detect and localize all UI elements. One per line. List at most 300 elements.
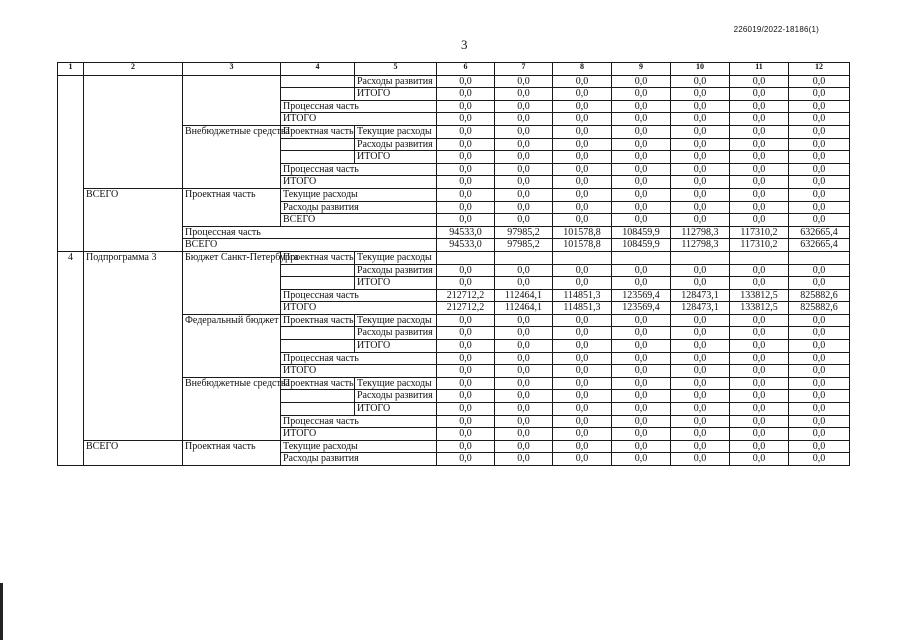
table-row xyxy=(58,390,850,403)
value-cell: 123569,4 xyxy=(612,302,671,315)
value-cell: 0,0 xyxy=(553,138,612,151)
value-cell: 0,0 xyxy=(730,176,789,189)
value-cell: 0,0 xyxy=(437,138,495,151)
value-cell: 0,0 xyxy=(437,113,495,126)
value-cell: 0,0 xyxy=(437,340,495,353)
table-cell xyxy=(58,176,84,189)
table-row xyxy=(58,201,850,214)
table-cell xyxy=(183,100,281,113)
value-cell: 0,0 xyxy=(612,214,671,227)
table-cell xyxy=(58,390,84,403)
table-cell xyxy=(84,390,183,403)
table-cell xyxy=(84,113,183,126)
table-cell xyxy=(58,314,84,327)
table-cell xyxy=(84,214,183,227)
value-cell: 0,0 xyxy=(671,214,730,227)
table-cell: Федеральный бюджет xyxy=(183,314,281,327)
table-cell: ИТОГО xyxy=(355,151,437,164)
value-cell: 0,0 xyxy=(553,214,612,227)
table-cell xyxy=(183,138,281,151)
value-cell: 0,0 xyxy=(789,125,850,138)
table-cell xyxy=(58,188,84,201)
table-cell xyxy=(183,403,281,416)
table-cell xyxy=(281,88,355,101)
table-cell: Расходы развития xyxy=(281,201,437,214)
value-cell: 0,0 xyxy=(671,163,730,176)
table-cell xyxy=(183,302,281,315)
value-cell: 825882,6 xyxy=(789,302,850,315)
value-cell: 0,0 xyxy=(612,453,671,466)
value-cell: 0,0 xyxy=(495,340,553,353)
value-cell: 0,0 xyxy=(730,365,789,378)
value-cell: 0,0 xyxy=(495,113,553,126)
table-cell: Подпрограмма 3 xyxy=(84,251,183,264)
value-cell: 0,0 xyxy=(612,138,671,151)
table-row xyxy=(58,352,850,365)
document-id: 226019/2022-18186(1) xyxy=(733,25,819,34)
table-cell xyxy=(58,377,84,390)
value-cell: 0,0 xyxy=(730,264,789,277)
value-cell: 112798,3 xyxy=(671,226,730,239)
value-cell: 0,0 xyxy=(495,277,553,290)
value-cell: 0,0 xyxy=(671,327,730,340)
table-row xyxy=(58,113,850,126)
value-cell: 0,0 xyxy=(730,415,789,428)
value-cell: 0,0 xyxy=(495,88,553,101)
table-row xyxy=(58,75,850,88)
table-cell: Проектная часть xyxy=(281,377,355,390)
table-cell xyxy=(84,277,183,290)
table-cell xyxy=(58,352,84,365)
table-cell xyxy=(183,163,281,176)
value-cell: 0,0 xyxy=(612,415,671,428)
value-cell: 0,0 xyxy=(495,264,553,277)
value-cell: 0,0 xyxy=(789,188,850,201)
table-cell xyxy=(58,428,84,441)
value-cell: 0,0 xyxy=(437,214,495,227)
value-cell: 101578,8 xyxy=(553,239,612,252)
header-cell: 6 xyxy=(437,63,495,76)
value-cell: 0,0 xyxy=(612,377,671,390)
table-cell: ИТОГО xyxy=(355,403,437,416)
value-cell: 0,0 xyxy=(495,138,553,151)
value-cell: 0,0 xyxy=(671,428,730,441)
table-cell xyxy=(58,365,84,378)
header-cell: 5 xyxy=(355,63,437,76)
value-cell: 0,0 xyxy=(437,176,495,189)
table-cell: ВСЕГО xyxy=(281,214,437,227)
value-cell: 0,0 xyxy=(495,214,553,227)
table-cell xyxy=(84,138,183,151)
table-cell xyxy=(281,138,355,151)
header-cell: 4 xyxy=(281,63,355,76)
table-cell xyxy=(58,415,84,428)
value-cell: 0,0 xyxy=(553,264,612,277)
header-cell: 11 xyxy=(730,63,789,76)
table-cell: ВСЕГО xyxy=(183,239,437,252)
value-cell: 0,0 xyxy=(553,377,612,390)
value-cell: 0,0 xyxy=(612,277,671,290)
table-cell xyxy=(84,302,183,315)
table-cell xyxy=(183,277,281,290)
value-cell: 0,0 xyxy=(671,390,730,403)
table-cell xyxy=(281,403,355,416)
value-cell: 0,0 xyxy=(495,151,553,164)
value-cell: 101578,8 xyxy=(553,226,612,239)
table-cell: ИТОГО xyxy=(355,88,437,101)
table-cell xyxy=(84,289,183,302)
value-cell: 133812,5 xyxy=(730,289,789,302)
table-cell xyxy=(183,289,281,302)
value-cell: 0,0 xyxy=(437,440,495,453)
value-cell: 0,0 xyxy=(437,188,495,201)
value-cell: 108459,9 xyxy=(612,226,671,239)
table-cell: Расходы развития xyxy=(355,138,437,151)
value-cell: 117310,2 xyxy=(730,226,789,239)
value-cell: 0,0 xyxy=(553,390,612,403)
table-cell: ИТОГО xyxy=(281,113,437,126)
table-cell xyxy=(84,314,183,327)
table-cell: Проектная часть xyxy=(281,251,355,264)
table-row xyxy=(58,226,850,239)
value-cell: 0,0 xyxy=(730,314,789,327)
table-cell: ИТОГО xyxy=(281,176,437,189)
value-cell: 0,0 xyxy=(437,201,495,214)
table-cell: Расходы развития xyxy=(355,327,437,340)
table-row xyxy=(58,188,850,201)
value-cell: 0,0 xyxy=(789,138,850,151)
table-row xyxy=(58,403,850,416)
value-cell: 0,0 xyxy=(437,314,495,327)
table-cell: Текущие расходы xyxy=(355,377,437,390)
value-cell: 0,0 xyxy=(789,365,850,378)
table-row xyxy=(58,302,850,315)
value-cell: 0,0 xyxy=(671,264,730,277)
value-cell: 97985,2 xyxy=(495,239,553,252)
table-row xyxy=(58,453,850,466)
value-cell: 0,0 xyxy=(730,327,789,340)
value-cell: 0,0 xyxy=(730,88,789,101)
value-cell: 0,0 xyxy=(671,75,730,88)
value-cell: 0,0 xyxy=(553,163,612,176)
value-cell: 0,0 xyxy=(730,163,789,176)
table-cell: ИТОГО xyxy=(281,302,437,315)
table-cell: Процессная часть xyxy=(281,352,437,365)
value-cell: 0,0 xyxy=(612,163,671,176)
value-cell: 0,0 xyxy=(437,88,495,101)
value-cell: 0,0 xyxy=(612,176,671,189)
value-cell: 0,0 xyxy=(437,100,495,113)
value-cell: 0,0 xyxy=(553,201,612,214)
table-cell xyxy=(183,75,281,88)
table-cell: Текущие расходы xyxy=(355,314,437,327)
table-cell xyxy=(84,125,183,138)
value-cell: 0,0 xyxy=(553,415,612,428)
header-cell: 2 xyxy=(84,63,183,76)
value-cell: 0,0 xyxy=(612,188,671,201)
table-cell: ИТОГО xyxy=(281,365,437,378)
value-cell: 128473,1 xyxy=(671,302,730,315)
value-cell: 0,0 xyxy=(495,327,553,340)
value-cell: 0,0 xyxy=(671,188,730,201)
value-cell: 112464,1 xyxy=(495,289,553,302)
value-cell: 0,0 xyxy=(612,201,671,214)
table-cell xyxy=(84,226,183,239)
value-cell: 0,0 xyxy=(495,100,553,113)
value-cell: 0,0 xyxy=(437,453,495,466)
value-cell: 0,0 xyxy=(495,201,553,214)
value-cell: 0,0 xyxy=(553,125,612,138)
value-cell: 825882,6 xyxy=(789,289,850,302)
value-cell: 0,0 xyxy=(495,403,553,416)
value-cell: 0,0 xyxy=(612,264,671,277)
table-cell xyxy=(183,214,281,227)
value-cell: 0,0 xyxy=(612,428,671,441)
table-cell xyxy=(58,302,84,315)
table-cell: Проектная часть xyxy=(281,125,355,138)
value-cell: 0,0 xyxy=(553,88,612,101)
page-number: 3 xyxy=(461,37,468,52)
value-cell: 0,0 xyxy=(437,352,495,365)
value-cell xyxy=(671,251,730,264)
value-cell: 0,0 xyxy=(789,100,850,113)
value-cell: 0,0 xyxy=(789,277,850,290)
value-cell: 0,0 xyxy=(789,390,850,403)
value-cell: 0,0 xyxy=(789,264,850,277)
value-cell: 0,0 xyxy=(495,377,553,390)
table-cell xyxy=(84,415,183,428)
table-cell xyxy=(58,88,84,101)
table-cell xyxy=(84,100,183,113)
table-cell xyxy=(183,352,281,365)
value-cell: 0,0 xyxy=(553,340,612,353)
table-cell xyxy=(183,176,281,189)
table-cell: Бюджет Санкт-Петербурга xyxy=(183,251,281,264)
value-cell: 0,0 xyxy=(612,75,671,88)
value-cell: 0,0 xyxy=(789,151,850,164)
value-cell: 0,0 xyxy=(612,365,671,378)
value-cell xyxy=(495,251,553,264)
value-cell: 123569,4 xyxy=(612,289,671,302)
value-cell: 0,0 xyxy=(437,125,495,138)
header-cell: 7 xyxy=(495,63,553,76)
table-cell xyxy=(58,289,84,302)
value-cell: 0,0 xyxy=(437,377,495,390)
value-cell: 0,0 xyxy=(553,352,612,365)
table-cell: Текущие расходы xyxy=(355,125,437,138)
table-cell xyxy=(281,264,355,277)
table-cell xyxy=(281,151,355,164)
table-cell: Текущие расходы xyxy=(355,251,437,264)
table-cell xyxy=(58,75,84,88)
value-cell: 0,0 xyxy=(671,88,730,101)
table-cell xyxy=(183,415,281,428)
value-cell: 0,0 xyxy=(730,403,789,416)
table-cell: Процессная часть xyxy=(281,289,437,302)
header-cell: 1 xyxy=(58,63,84,76)
value-cell: 0,0 xyxy=(730,428,789,441)
value-cell: 0,0 xyxy=(437,327,495,340)
value-cell: 0,0 xyxy=(553,151,612,164)
value-cell: 0,0 xyxy=(671,377,730,390)
table-cell xyxy=(183,88,281,101)
value-cell: 0,0 xyxy=(553,176,612,189)
value-cell xyxy=(612,251,671,264)
value-cell: 0,0 xyxy=(671,201,730,214)
value-cell: 0,0 xyxy=(730,453,789,466)
table-cell: Текущие расходы xyxy=(281,440,437,453)
value-cell: 0,0 xyxy=(495,75,553,88)
value-cell: 114851,3 xyxy=(553,289,612,302)
value-cell: 0,0 xyxy=(553,428,612,441)
table-cell xyxy=(84,453,183,466)
table-row xyxy=(58,440,850,453)
value-cell: 0,0 xyxy=(789,327,850,340)
value-cell: 133812,5 xyxy=(730,302,789,315)
value-cell: 0,0 xyxy=(671,151,730,164)
value-cell: 0,0 xyxy=(437,428,495,441)
table-row xyxy=(58,138,850,151)
value-cell: 94533,0 xyxy=(437,226,495,239)
table-cell xyxy=(84,176,183,189)
table-row xyxy=(58,314,850,327)
value-cell: 0,0 xyxy=(553,277,612,290)
value-cell: 0,0 xyxy=(495,125,553,138)
value-cell: 0,0 xyxy=(553,453,612,466)
table-cell xyxy=(281,390,355,403)
value-cell: 0,0 xyxy=(671,125,730,138)
value-cell: 632665,4 xyxy=(789,239,850,252)
table-cell: Текущие расходы xyxy=(281,188,437,201)
table-cell xyxy=(281,277,355,290)
table-cell: Внебюджетные средства xyxy=(183,125,281,138)
value-cell: 0,0 xyxy=(612,440,671,453)
table-cell xyxy=(58,264,84,277)
value-cell: 0,0 xyxy=(437,151,495,164)
table-row xyxy=(58,264,850,277)
value-cell: 0,0 xyxy=(495,314,553,327)
value-cell: 0,0 xyxy=(553,440,612,453)
table-row xyxy=(58,289,850,302)
value-cell: 212712,2 xyxy=(437,289,495,302)
table-cell: ВСЕГО xyxy=(84,188,183,201)
value-cell: 117310,2 xyxy=(730,239,789,252)
table-cell xyxy=(58,453,84,466)
table-cell xyxy=(84,327,183,340)
table-cell xyxy=(58,163,84,176)
value-cell: 0,0 xyxy=(612,403,671,416)
value-cell xyxy=(789,251,850,264)
table-row xyxy=(58,239,850,252)
value-cell: 0,0 xyxy=(495,365,553,378)
table-cell xyxy=(84,163,183,176)
value-cell: 0,0 xyxy=(789,403,850,416)
table-cell: Процессная часть xyxy=(281,100,437,113)
value-cell: 0,0 xyxy=(612,390,671,403)
value-cell: 0,0 xyxy=(730,138,789,151)
table-row xyxy=(58,214,850,227)
value-cell: 0,0 xyxy=(437,365,495,378)
value-cell: 0,0 xyxy=(437,415,495,428)
value-cell: 97985,2 xyxy=(495,226,553,239)
header-cell: 3 xyxy=(183,63,281,76)
value-cell: 0,0 xyxy=(730,277,789,290)
table-row xyxy=(58,125,850,138)
scan-edge xyxy=(0,583,3,640)
header-cell: 8 xyxy=(553,63,612,76)
table-row xyxy=(58,428,850,441)
table-row xyxy=(58,327,850,340)
value-cell: 0,0 xyxy=(789,201,850,214)
table-cell xyxy=(183,151,281,164)
table-cell xyxy=(84,151,183,164)
table-cell xyxy=(84,264,183,277)
table-cell xyxy=(183,264,281,277)
value-cell: 0,0 xyxy=(671,403,730,416)
table-cell: 4 xyxy=(58,251,84,264)
value-cell: 0,0 xyxy=(730,125,789,138)
value-cell: 0,0 xyxy=(789,340,850,353)
value-cell: 114851,3 xyxy=(553,302,612,315)
table-cell xyxy=(58,138,84,151)
table-cell: Проектная часть xyxy=(183,188,281,201)
value-cell: 112464,1 xyxy=(495,302,553,315)
value-cell: 0,0 xyxy=(730,340,789,353)
value-cell: 0,0 xyxy=(495,352,553,365)
table-cell: Расходы развития xyxy=(355,264,437,277)
header-cell: 10 xyxy=(671,63,730,76)
table-cell xyxy=(58,239,84,252)
value-cell: 0,0 xyxy=(495,440,553,453)
value-cell: 0,0 xyxy=(612,314,671,327)
table-row xyxy=(58,100,850,113)
value-cell: 0,0 xyxy=(437,277,495,290)
table-cell: Проектная часть xyxy=(281,314,355,327)
table-cell xyxy=(58,125,84,138)
table-cell xyxy=(84,201,183,214)
table-row xyxy=(58,163,850,176)
value-cell: 0,0 xyxy=(437,264,495,277)
value-cell: 0,0 xyxy=(671,352,730,365)
table-cell xyxy=(183,113,281,126)
value-cell: 0,0 xyxy=(553,403,612,416)
value-cell: 0,0 xyxy=(495,428,553,441)
value-cell: 0,0 xyxy=(612,352,671,365)
value-cell: 0,0 xyxy=(789,88,850,101)
table-cell xyxy=(183,428,281,441)
value-cell: 0,0 xyxy=(495,188,553,201)
value-cell: 94533,0 xyxy=(437,239,495,252)
table-cell xyxy=(84,352,183,365)
table-cell xyxy=(58,440,84,453)
value-cell: 0,0 xyxy=(789,214,850,227)
table-cell: Процессная часть xyxy=(281,415,437,428)
table-row xyxy=(58,88,850,101)
value-cell: 0,0 xyxy=(671,453,730,466)
value-cell: 0,0 xyxy=(553,314,612,327)
value-cell: 0,0 xyxy=(730,352,789,365)
table-row xyxy=(58,277,850,290)
value-cell: 0,0 xyxy=(495,163,553,176)
value-cell: 0,0 xyxy=(495,390,553,403)
value-cell: 0,0 xyxy=(789,75,850,88)
value-cell: 0,0 xyxy=(730,151,789,164)
value-cell: 0,0 xyxy=(789,113,850,126)
value-cell: 0,0 xyxy=(789,453,850,466)
table-cell xyxy=(58,340,84,353)
header-cell: 12 xyxy=(789,63,850,76)
value-cell: 0,0 xyxy=(730,377,789,390)
